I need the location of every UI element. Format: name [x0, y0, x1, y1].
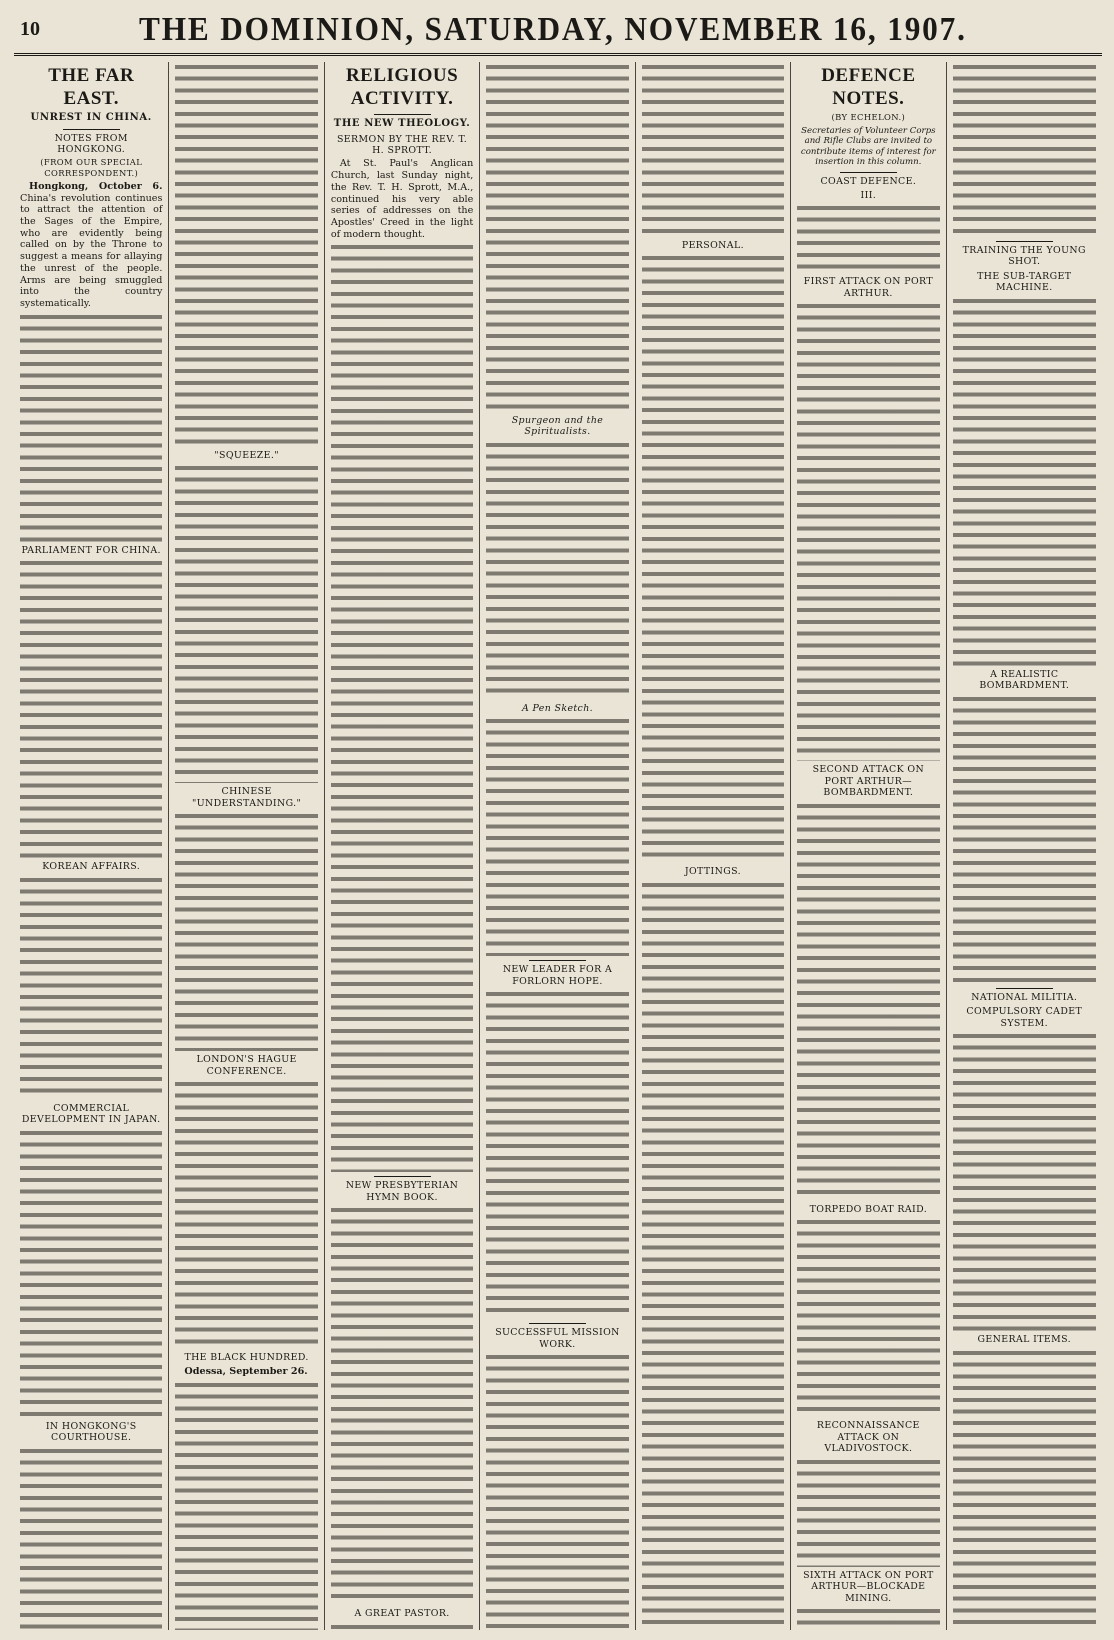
- article-lead: [20, 181, 162, 310]
- body-text-block: [953, 296, 1096, 666]
- column-3: [325, 62, 480, 1630]
- subhead-hague-conference: LONDON'S HAGUE CONFERENCE.: [196, 1054, 297, 1077]
- subhead-realistic-bombardment: A REALISTIC BOMBARDMENT.: [979, 668, 1070, 692]
- dateline-odessa: Odessa, September 26.: [184, 1365, 308, 1377]
- body-text-block: [20, 875, 162, 1100]
- divider: [840, 172, 897, 173]
- subhead-compulsory-cadet: COMPULSORY CADET SYSTEM.: [966, 1006, 1083, 1029]
- subhead-sermon: SERMON BY THE REV. T. H. SPROTT.: [336, 133, 468, 156]
- body-text-block: [331, 1622, 473, 1630]
- column-4: [480, 62, 635, 1630]
- subhead-mission-work: SUCCESSFUL MISSION WORK.: [495, 1327, 620, 1350]
- subhead-first-attack: FIRST ATTACK ON PORT ARTHUR.: [803, 276, 933, 299]
- body-text-block: [486, 440, 628, 700]
- column-1: [14, 62, 169, 1630]
- body-text-block: [175, 811, 317, 1051]
- column-grid: [14, 62, 1102, 1630]
- subhead-parliament-for-china: PARLIAMENT FOR CHINA.: [21, 544, 161, 556]
- byline: (FROM OUR SPECIAL CORRESPONDENT.): [40, 157, 143, 178]
- subhead-pen-sketch: A Pen Sketch.: [521, 702, 594, 714]
- body-text-block: [486, 62, 628, 412]
- subhead-jottings: JOTTINGS.: [684, 866, 742, 878]
- body-text-block: [642, 880, 784, 1630]
- subhead-general-items: GENERAL ITEMS.: [977, 1334, 1072, 1346]
- body-text-block: [953, 1031, 1096, 1331]
- lead-text: China's revolution continues to attract the attention of the Sages of the Empire, who are evidently being called on by the Throne to suggest a means for allaying the unrest of the people. Arms are being smuggled into the country systematically.: [20, 192, 163, 309]
- body-text-block: [175, 1380, 317, 1630]
- divider: [529, 1323, 586, 1324]
- subhead-chinese-understanding: CHINESE "UNDERSTANDING.": [192, 786, 302, 809]
- body-text-block: [953, 1348, 1096, 1630]
- section-heading-religious-activity: RELIGIOUS ACTIVITY.: [345, 65, 459, 110]
- body-text-block: [797, 801, 939, 1201]
- body-text-block: [642, 253, 784, 863]
- body-text-block: [175, 62, 317, 447]
- contributor-note: Secretaries of Volunteer Corps and Rifle Clubs are invited to contribute items of interest for insertion in this column.: [800, 125, 936, 168]
- column-6: [791, 62, 946, 1630]
- body-text-block: [20, 312, 162, 542]
- section-heading-defence-notes: DEFENCE NOTES.: [821, 65, 916, 110]
- subhead-second-attack: SECOND ATTACK ON PORT ARTHUR—BOMBARDMENT.: [812, 764, 925, 799]
- dateline: Hongkong, October 6.: [29, 180, 163, 192]
- subhead-training-young-shot: TRAINING THE YOUNG SHOT.: [962, 245, 1086, 268]
- subhead-sixth-attack: SIXTH ATTACK ON PORT ARTHUR—BLOCKADE MINING.: [803, 1569, 934, 1604]
- body-text-block: [953, 62, 1096, 237]
- body-text-block: [797, 1606, 939, 1630]
- subhead-personal: PERSONAL.: [681, 240, 744, 251]
- subhead-hongkong-courthouse: IN HONGKONG'S COURTHOUSE.: [45, 1420, 137, 1444]
- part-number: III.: [860, 190, 877, 201]
- body-text-block: [797, 1217, 939, 1417]
- divider: [374, 114, 431, 115]
- column-2: [169, 62, 324, 1630]
- body-text-block: [20, 1446, 162, 1630]
- subhead-korean-affairs: KOREAN AFFAIRS.: [42, 861, 141, 873]
- subhead-sub-target-machine: THE SUB-TARGET MACHINE.: [977, 270, 1072, 294]
- body-text-block: [953, 694, 1096, 984]
- headline-unrest-in-china: UNREST IN CHINA.: [30, 112, 152, 124]
- subhead-reconnaissance: RECONNAISSANCE ATTACK ON VLADIVOSTOCK.: [816, 1420, 920, 1455]
- newspaper-title: THE DOMINION, SATURDAY, NOVEMBER 16, 1907.: [139, 10, 967, 48]
- subhead-great-pastor: A GREAT PASTOR.: [354, 1608, 450, 1620]
- divider: [529, 960, 586, 961]
- subhead-commercial-development: COMMERCIAL DEVELOPMENT IN JAPAN.: [21, 1102, 161, 1126]
- subhead-hymn-book: NEW PRESBYTERIAN HYMN BOOK.: [345, 1180, 459, 1203]
- body-text-block: [20, 1128, 162, 1418]
- body-text-block: [797, 301, 939, 761]
- subhead-notes-from-hongkong: NOTES FROM HONGKONG.: [54, 132, 128, 155]
- divider: [374, 1176, 431, 1177]
- page-number: 10: [20, 18, 40, 40]
- body-text-block: [331, 242, 473, 1172]
- subhead-coast-defence: COAST DEFENCE.: [820, 175, 917, 187]
- body-text-block: [486, 989, 628, 1319]
- subhead-squeeze: "SQUEEZE.": [214, 450, 279, 461]
- body-text-block: [331, 1205, 473, 1605]
- divider: [996, 241, 1053, 242]
- column-7: [947, 62, 1102, 1630]
- byline: (BY ECHELON.): [831, 112, 906, 123]
- subhead-black-hundred: THE BLACK HUNDRED.: [184, 1352, 309, 1364]
- headline-new-theology: THE NEW THEOLOGY.: [333, 118, 471, 130]
- subhead-torpedo-boat-raid: TORPEDO BOAT RAID.: [809, 1203, 928, 1215]
- subhead-spurgeon: Spurgeon and the Spiritualists.: [511, 415, 604, 438]
- divider: [996, 988, 1053, 989]
- body-text-block: [486, 1352, 628, 1630]
- masthead: [14, 10, 1102, 56]
- body-text-block: [175, 463, 317, 783]
- section-heading-far-east: THE FAR EAST.: [48, 65, 135, 110]
- body-text-block: [642, 62, 784, 237]
- column-5: [636, 62, 791, 1630]
- body-text-block: [797, 1457, 939, 1567]
- divider: [63, 129, 120, 130]
- subhead-new-leader: NEW LEADER FOR A FORLORN HOPE.: [502, 964, 613, 987]
- body-text-block: [797, 203, 939, 273]
- body-text-block: [486, 716, 628, 956]
- subhead-national-militia: NATIONAL MILITIA.: [971, 991, 1078, 1003]
- article-lead: At St. Paul's Anglican Church, last Sunday night, the Rev. T. H. Sprott, M.A., continued his very able series of addresses on the Apostles' Creed in the light of modern thought.: [330, 158, 474, 240]
- body-text-block: [20, 558, 162, 858]
- body-text-block: [175, 1079, 317, 1349]
